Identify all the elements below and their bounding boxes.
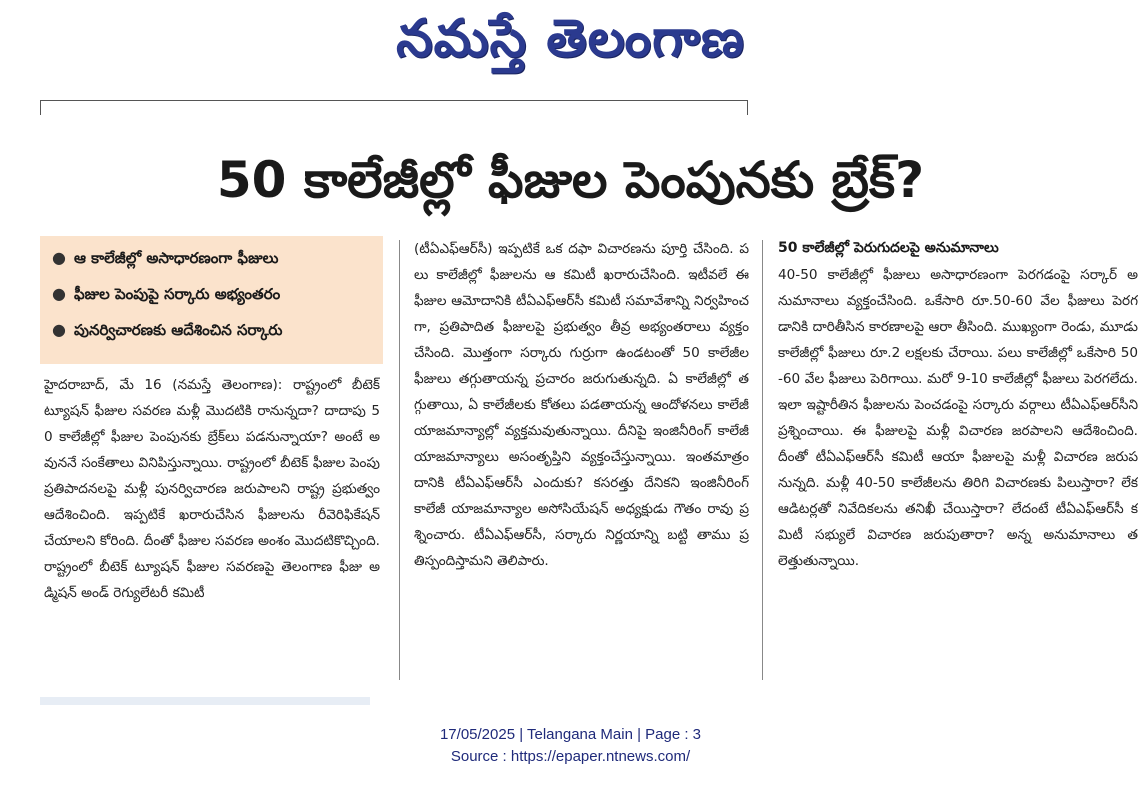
bullet-icon: ● [52, 320, 66, 339]
article-column-3 [778, 236, 1138, 680]
highlight-item [52, 320, 373, 356]
page-footer [0, 724, 1141, 768]
highlight-text: ఆ కాలేజీల్లో అసాధారణంగా ఫీజులు [73, 249, 279, 267]
highlight-item [52, 248, 373, 284]
column-divider [762, 240, 763, 680]
newspaper-masthead: నమస్తే తెలంగాణ [396, 9, 745, 69]
highlight-item [52, 284, 373, 320]
article-column-2: (టీఏఎఫ్‌ఆర్‌సీ) ఇప్పటికే ఒక దఫా విచారణను పూర్తి చేసింది. పలు కాలేజీల్లో ఫీజులను ఆ కమిటీ ఖరారుచేసింది. ఇటీవలే ఈ ఫీజుల ఆమోదానికి టీఏఎఫ్‌ఆర్‌సీ కమిటీ సమావేశాన్ని నిర్వహించగా, ప్రతిపాదిత ఫీజులపై ప్రభుత్వం తీవ్ర అభ్యంతరాలు వ్యక్తం చేసింది. మొత్తంగా సర్కారు గుర్రుగా ఉండటంతో 50 కాలేజీల ఫీజులు తగ్గుతాయన్న ప్రచారం జరుగుతున్నది. ఏ కాలేజీల్లో తగ్గుతాయి, ఏ కాలేజీలకు కోతలు పడతాయన్న ఆందోళనలు కాలేజీ యాజమాన్యాల్లో వ్యక్తమవుతున్నాయి. దీనిపై ఇంజినీరింగ్ కాలేజీ యాజమాన్యాలు అసంతృప్తిని వ్యక్తంచేస్తున్నాయి. ఇంతమాత్రం దానికి టీఏఎఫ్‌ఆర్‌సీ ఎందుకు? కసరత్తు దేనికని ఇంజినీరింగ్ కాలేజీ యాజమాన్యాల అసోసియేషన్ అధ్యక్షుడు గౌతం రావు ప్రశ్నించారు. టీఏఎఫ్‌ఆర్‌సీ, సర్కారు నిర్ణయాన్ని బట్టి తాము ప్రతిస్పందిస్తామని తెలిపారు. [414, 241, 749, 569]
headline-bracket-rule [40, 100, 748, 115]
column-3-body: 40-50 కాలేజీల్లో ఫీజులు అసాధారణంగా పెరగడంపై సర్కార్ అనుమానాలు వ్యక్తంచేసింది. ఒకేసారి రూ.50-60 వేల ఫీజులు పెరగడానికి దారితీసిన కారణాలపై ఆరా తీసింది. ముఖ్యంగా రెండు, మూడు కాలేజీల్లో ఫీజులు రూ.2 లక్షలకు చేరాయి. పలు కాలేజీల్లో ఒకేసారి 50-60 వేల ఫీజులు పెరిగాయి. మరో 9-10 కాలేజీల్లో ఫీజులు పెరగలేదు. ఇలా ఇష్టారీతిన ఫీజులను పెంచడంపై సర్కారు వర్గాలు టీఏఎఫ్‌ఆర్‌సీని ప్రశ్నించాయి. ఈ ఫీజులపై మళ్లీ విచారణ జరపాలని ఆదేశించింది. దీంతో టీఏఎఫ్‌ఆర్‌సీ కమిటీ ఆయా ఫీజులపై మళ్లీ విచారణ జరుపనున్నది. మళ్లీ 40-50 కాలేజీలను తిరిగి విచారణకు పిలుస్తారా? లేక ఆడిటర్లతో నివేదికలను తనిఖీ చేయిస్తారా? లేదంటే టీఏఎఫ్‌ఆర్‌సీ కమిటీ సభ్యులే విచారణ జరుపుతారా? అన్న అనుమానాలు తలెత్తుతున్నాయి. [778, 267, 1138, 569]
highlight-text: ఫీజుల పెంపుపై సర్కారు అభ్యంతరం [73, 285, 281, 303]
column-3-subheading: 50 కాలేజీల్లో పెరుగుదలపై అనుమానాలు [778, 240, 999, 256]
bullet-icon: ● [52, 284, 66, 303]
bottom-rule [40, 697, 370, 705]
highlights-box [40, 236, 383, 364]
article-column-1: హైదరాబాద్, మే 16 (నమస్తే తెలంగాణ): రాష్ట్రంలో బీటెక్ ట్యూషన్ ఫీజుల సవరణ మళ్లీ మొదటికి రానున్నదా? దాదాపు 50 కాలేజీల్లో ఫీజుల పెంపునకు బ్రేక్‌లు పడనున్నాయా? అంటే అవుననే సంకేతాలు వినిపిస్తున్నాయి. రాష్ట్రంలో బీటెక్ ఫీజుల పెంపు ప్రతిపాదనలపై మళ్లీ పునర్విచారణ జరుపాలని రాష్ట్ర ప్రభుత్వం ఆదేశించింది. ఇప్పటికే ఖరారుచేసిన ఫీజులను రీవెరిఫికేషన్ చేయాలని కోరింది. దీంతో ఫీజుల సవరణ అంశం మొదటికొచ్చింది. రాష్ట్రంలో బీటెక్ ట్యూషన్ ఫీజుల సవరణపై తెలంగాణ ఫీజు అడ్మిషన్ అండ్ రెగ్యులేటరీ కమిటీ [44, 377, 380, 601]
column-divider [399, 240, 400, 680]
footer-edition-info: 17/05/2025 | Telangana Main | Page : 3 [439, 726, 702, 743]
highlight-text: పునర్విచారణకు ఆదేశించిన సర్కారు [73, 321, 283, 339]
bullet-icon: ● [52, 248, 66, 267]
article-headline: 50 కాలేజీల్లో ఫీజుల పెంపునకు బ్రేక్? [216, 151, 925, 209]
footer-source-link[interactable]: Source : https://epaper.ntnews.com/ [450, 748, 691, 765]
